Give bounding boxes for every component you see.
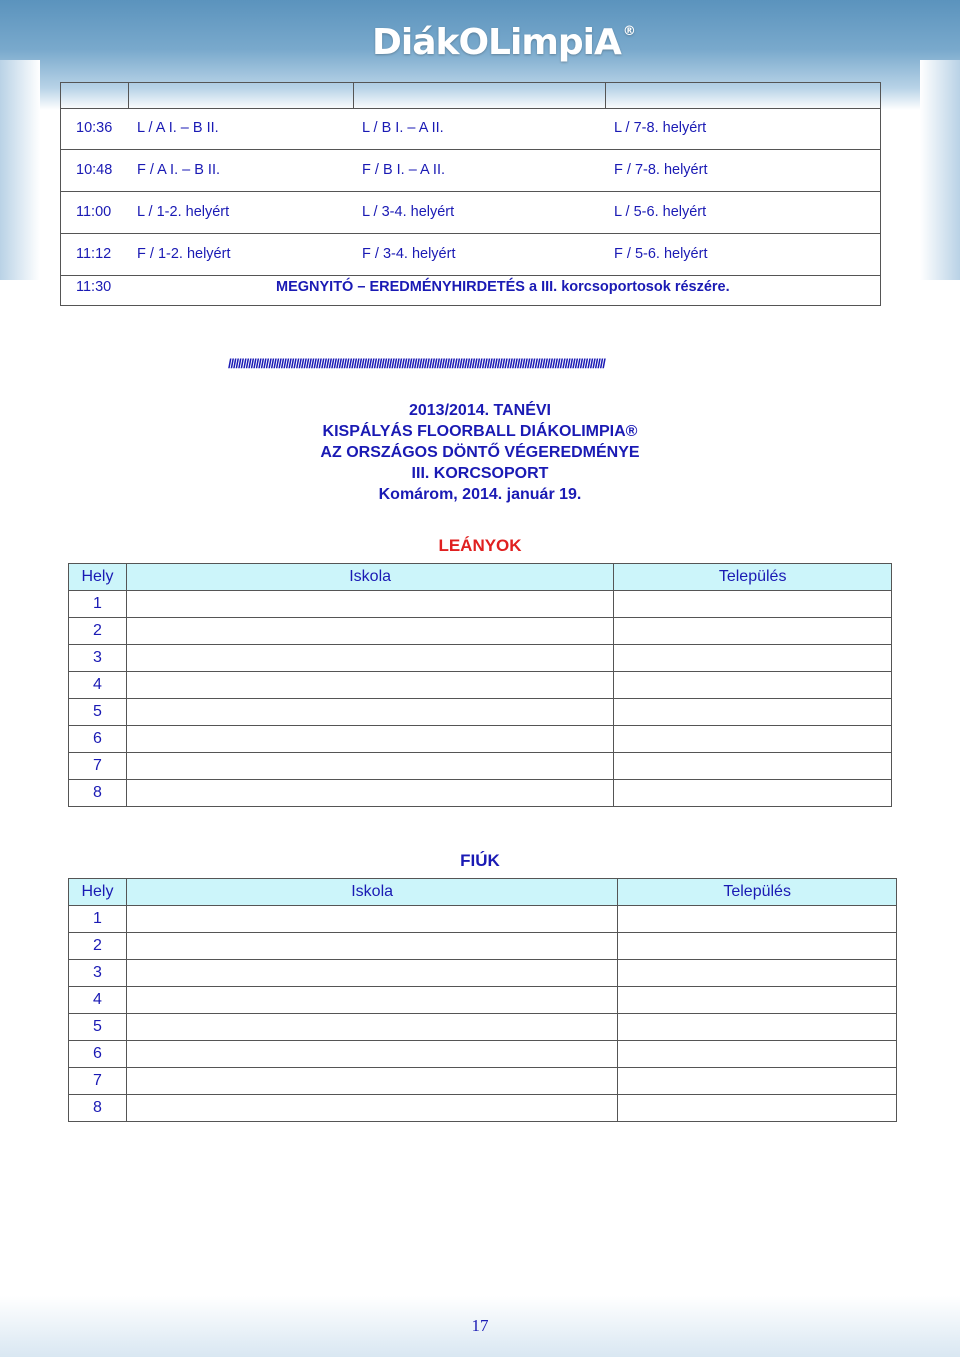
column-header-town: Település [614,564,892,591]
schedule-time: 11:00 [76,204,112,220]
table-row [69,726,892,753]
place-cell: 8 [69,780,127,807]
title-competition: KISPÁLYÁS FLOORBALL DIÁKOLIMPIA® [322,423,638,440]
title-school-year: 2013/2014. TANÉVI [408,402,551,419]
table-row [69,1095,897,1122]
place-cell: 2 [69,618,127,645]
schedule-match: L / 5-6. helyért [614,204,707,220]
registered-mark: ® [622,24,635,39]
school-cell [126,753,613,780]
table-header-row [69,879,897,906]
schedule-match: L / 3-4. helyért [362,204,455,220]
results-title [0,400,960,505]
schedule-header-cell [60,82,129,108]
place-cell: 5 [69,699,127,726]
place-cell: 4 [69,987,127,1014]
column-header-school: Iskola [126,564,613,591]
school-cell [126,1041,617,1068]
title-age-group: III. KORCSOPORT [411,465,549,482]
town-cell [618,960,897,987]
school-cell [126,960,617,987]
schedule-row [60,192,881,234]
column-header-place: Hely [69,564,127,591]
town-cell [614,780,892,807]
place-cell: 3 [69,960,127,987]
table-row [69,699,892,726]
girls-heading: LEÁNYOK [438,536,522,555]
schedule-time: 11:12 [76,246,112,262]
table-row [69,672,892,699]
schedule-match: F / B I. – A II. [362,162,446,178]
place-cell: 7 [69,1068,127,1095]
table-row [69,960,897,987]
boys-heading: FIÚK [460,851,500,870]
side-decoration-left [0,60,40,280]
table-row [69,1014,897,1041]
schedule-row [60,234,881,276]
schedule-final-row [60,276,881,306]
town-cell [618,1014,897,1041]
ceremony-announcement: MEGNYITÓ – EREDMÉNYHIRDETÉS a III. korcsoportosok részére. [276,279,730,295]
school-cell [126,1068,617,1095]
column-header-school: Iskola [126,879,617,906]
table-row [69,780,892,807]
school-cell [126,906,617,933]
school-cell [126,618,613,645]
table-row [69,591,892,618]
schedule-match: L / B I. – A II. [362,120,444,136]
town-cell [618,1095,897,1122]
schedule-match: F / A I. – B II. [137,162,221,178]
column-header-town: Település [618,879,897,906]
table-row [69,933,897,960]
schedule-row [60,150,881,192]
side-decoration-right [920,60,960,280]
town-cell [618,1068,897,1095]
town-cell [614,672,892,699]
school-cell [126,726,613,753]
town-cell [614,591,892,618]
table-row [69,645,892,672]
town-cell [614,753,892,780]
schedule-time: 11:30 [76,279,112,295]
school-cell [126,645,613,672]
table-row [69,753,892,780]
table-row [69,1041,897,1068]
place-cell: 2 [69,933,127,960]
schedule-match: L / A I. – B II. [137,120,219,136]
school-cell [126,1014,617,1041]
school-cell [126,1095,617,1122]
school-cell [126,933,617,960]
girls-results-table [68,563,892,807]
separator-line: ////////////////////////////////////////////////////////////////////////////////////////////////////////////////////////////////////////////////////// [228,356,605,371]
page-number: 17 [471,1316,489,1335]
school-cell [126,780,613,807]
town-cell [618,906,897,933]
schedule-row [60,108,881,150]
schedule-header-cell [129,82,354,108]
school-cell [126,591,613,618]
table-row [69,987,897,1014]
school-cell [126,699,613,726]
boys-results-table [68,878,897,1122]
schedule-header-cell [354,82,606,108]
title-place-date: Komárom, 2014. január 19. [378,486,582,503]
table-header-row [69,564,892,591]
place-cell: 5 [69,1014,127,1041]
town-cell [614,618,892,645]
town-cell [618,933,897,960]
logo-text: DiákOLimpiA [372,22,621,63]
school-cell [126,987,617,1014]
place-cell: 6 [69,726,127,753]
schedule-match: F / 5-6. helyért [614,246,708,262]
schedule-match: L / 1-2. helyért [137,204,230,220]
place-cell: 1 [69,591,127,618]
town-cell [618,1041,897,1068]
table-row [69,906,897,933]
town-cell [614,726,892,753]
schedule-time: 10:48 [76,162,113,178]
town-cell [614,699,892,726]
place-cell: 4 [69,672,127,699]
place-cell: 8 [69,1095,127,1122]
schedule-match: F / 1-2. helyért [137,246,231,262]
title-final-results: AZ ORSZÁGOS DÖNTŐ VÉGEREDMÉNYE [320,444,640,461]
place-cell: 7 [69,753,127,780]
place-cell: 6 [69,1041,127,1068]
schedule-match: F / 7-8. helyért [614,162,708,178]
town-cell [618,987,897,1014]
schedule-match: F / 3-4. helyért [362,246,456,262]
place-cell: 1 [69,906,127,933]
column-header-place: Hely [69,879,127,906]
table-row [69,1068,897,1095]
town-cell [614,645,892,672]
diakolimpia-logo [372,22,635,68]
school-cell [126,672,613,699]
table-row [69,618,892,645]
schedule-match: L / 7-8. helyért [614,120,707,136]
place-cell: 3 [69,645,127,672]
schedule-time: 10:36 [76,120,113,136]
